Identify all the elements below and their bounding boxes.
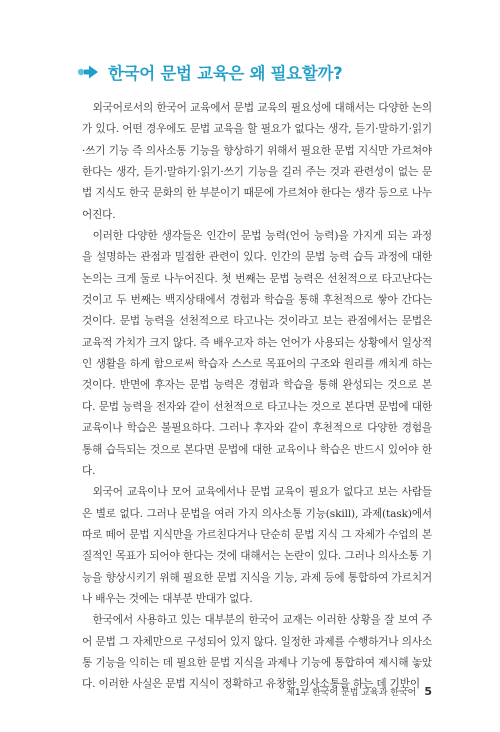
section-heading [76, 60, 342, 84]
page-footer [286, 685, 432, 698]
running-title: 제1부 한국어 문법 교육과 한국어 [286, 688, 417, 698]
page-number: 5 [424, 685, 432, 698]
paragraph-3: 외국어 교육이나 모어 교육에서나 문법 교육이 필요가 없다고 보는 사람들은 별로 없다. 그러나 문법을 여러 가지 의사소통 기능(skill), 과제(task)에서 따로 떼어 문법 지식만을 가르친다거나 단순히 문법 지식 그 자체가 수업의 본질적인 목표가 되어야 한다는 것에 대해서는 논란이 있다. 그러나 의사소통 기능을 향상시키기 위해 필요한 문법 지식을 기능, 과제 등에 통합하여 가르치거나 배우는 것에는 대부분 반대가 없다. [82, 486, 432, 605]
paragraph-4: 한국에서 사용하고 있는 대부분의 한국어 교재는 이러한 상황을 잘 보여 주어 문법 그 자체만으로 구성되어 있지 않다. 일정한 과제를 수행하거나 의사소통 기능을 익히는 데 필요한 문법 지식을 과제나 기능에 통합하여 제시해 놓았다. 이러한 사실은 문법 지식이 정확하고 유창한 의사소통을 하는 데 기반이 [82, 614, 432, 691]
body-text [82, 98, 432, 696]
paragraph-1: 외국어로서의 한국어 교육에서 문법 교육의 필요성에 대해서는 다양한 논의가 있다. 어떤 경우에도 문법 교육을 할 필요가 없다는 생각, 듣기·말하기·읽기·쓰기 기능 즉 의사소통 기능을 향상하기 위해서 필요한 문법 지식만 가르쳐야 한다는 생각, 듣기·말하기·읽기·쓰기 기능을 길러 주는 것과 관련성이 없는 문법 지식도 한국 문화의 한 부분이기 때문에 가르쳐야 한다는 생각 등으로 나누어진다. [82, 102, 432, 221]
paragraph-2: 이러한 다양한 생각들은 인간이 문법 능력(언어 능력)을 가지게 되는 과정을 설명하는 관점과 밀접한 관련이 있다. 인간의 문법 능력 습득 과정에 대한 논의는 크게 둘로 나누어진다. 첫 번째는 문법 능력은 선천적으로 타고난다는 것이고 두 번째는 백지상태에서 경험과 학습을 통해 후천적으로 쌓아 간다는 것이다. 문법 능력을 선천적으로 타고나는 것이라고 보는 관점에서는 문법은 교육적 가치가 크지 않다. 즉 배우고자 하는 언어가 사용되는 상황에서 일상적인 생활을 하게 함으로써 학습자 스스로 목표어의 구조와 원리를 깨치게 하는 것이다. 반면에 후자는 문법 능력은 경험과 학습을 통해 완성되는 것으로 본다. 문법 능력을 전자와 같이 선천적으로 타고나는 것으로 본다면 문법에 대한 교육이나 학습은 불필요하다. 그러나 후자와 같이 후천적으로 다양한 경험을 통해 습득되는 것으로 본다면 문법에 대한 교육이나 학습은 반드시 있어야 한다. [82, 230, 432, 477]
section-title: 한국어 문법 교육은 왜 필요할까? [108, 64, 343, 83]
arrow-bullet-icon [76, 63, 100, 81]
